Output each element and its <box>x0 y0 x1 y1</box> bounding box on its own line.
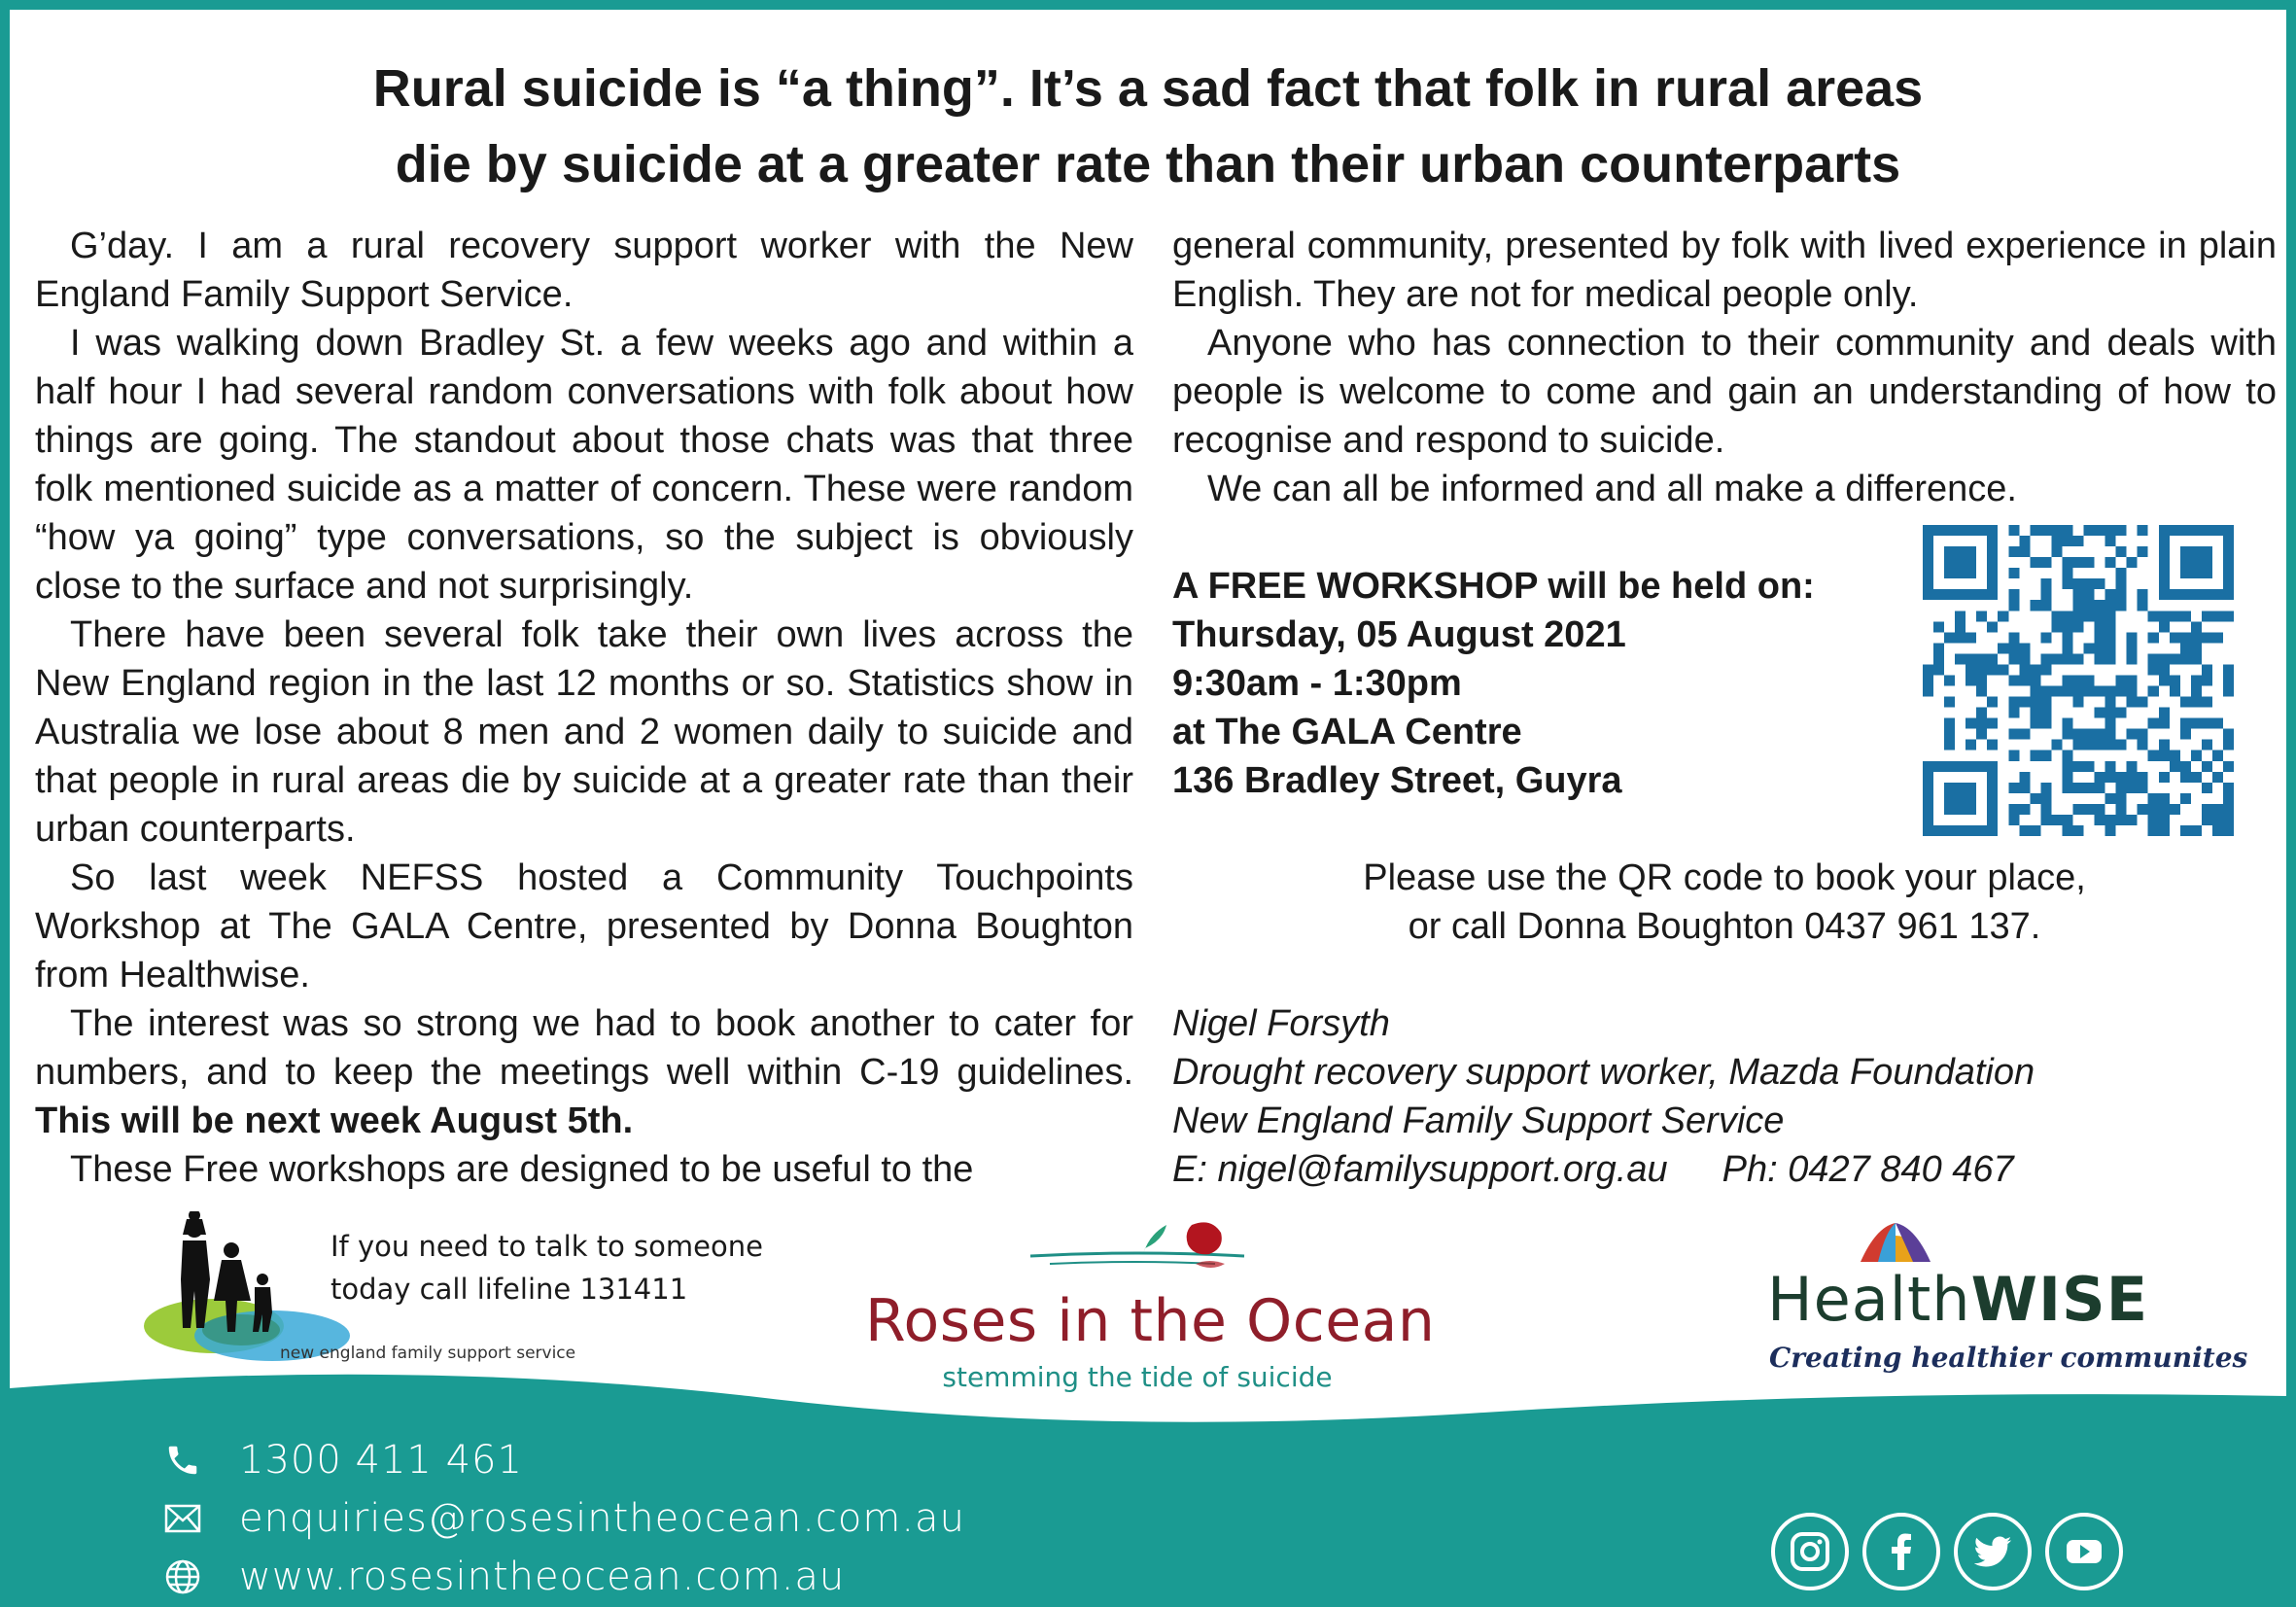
social-icons <box>1771 1513 2123 1596</box>
booking-line-1: Please use the QR code to book your place, <box>1363 857 2086 898</box>
author-name: Nigel Forsyth <box>1172 1003 1390 1044</box>
rito-title: Roses in the Ocean <box>865 1287 1436 1355</box>
booking-line-2: or call Donna Boughton 0437 961 137. <box>1408 906 2041 947</box>
author-role: Drought recovery support worker, Mazda Foundation <box>1172 1052 2035 1093</box>
lifeline-line-2: today call lifeline 131411 <box>330 1273 688 1306</box>
author-org: New England Family Support Service <box>1172 1100 1785 1141</box>
facebook-icon[interactable] <box>1862 1513 1940 1590</box>
left-column <box>35 222 1133 1194</box>
healthwise-tagline: Creating healthier communites <box>1769 1342 2248 1374</box>
twitter-icon[interactable] <box>1954 1513 2032 1590</box>
rose-icon <box>1021 1215 1254 1283</box>
paragraph <box>35 999 1133 1145</box>
footer-website[interactable] <box>154 1552 845 1602</box>
paragraph: There have been several folk take their own lives across the New England region in the last 12 months or so. Statistics show in Australia we lose about 8 men and 2 women daily to suicide and that people in rural areas die by suicide at a greater rate than their urban counterparts. <box>35 614 1133 850</box>
lifeline-note <box>330 1225 763 1310</box>
headline-line-2: die by suicide at a greater rate than their urban counterparts <box>395 135 1901 193</box>
footer-email[interactable] <box>154 1493 965 1544</box>
healthwise-title-b: WISE <box>1970 1264 2149 1335</box>
headline-line-1: Rural suicide is “a thing”. It’s a sad fact that folk in rural areas <box>372 59 1924 118</box>
phone-icon <box>154 1435 212 1485</box>
mail-icon <box>154 1493 212 1544</box>
paragraph: We can all be informed and all make a difference. <box>1207 469 2017 509</box>
workshop-date: Thursday, 05 August 2021 <box>1172 614 1626 655</box>
paragraph: These Free workshops are designed to be useful to the <box>70 1149 974 1190</box>
footer-email-text: enquiries@rosesintheocean.com.au <box>239 1496 965 1541</box>
rito-tagline: stemming the tide of suicide <box>942 1361 1333 1393</box>
paragraph: So last week NEFSS hosted a Community Touchpoints Workshop at The GALA Centre, presented by Donna Boughton from Healthwise. <box>35 857 1133 996</box>
author-email[interactable]: E: nigel@familysupport.org.au <box>1172 1149 1668 1190</box>
footer-website-text: www.rosesintheocean.com.au <box>239 1555 846 1599</box>
paragraph: general community, presented by folk with lived experience in plain English. They are not for medical people only. <box>1172 226 2277 315</box>
footer-phone[interactable] <box>154 1435 523 1485</box>
paragraph: I was walking down Bradley St. a few weeks ago and within a half hour I had several random conversations with folk about how things are going. The standout about those chats was that three folk mentioned suicide as a matter of concern. These were random “how ya going” type conversations, so the subject is obviously close to the surface and not surprisingly. <box>35 323 1133 607</box>
booking-note <box>1172 854 2277 951</box>
workshop-details <box>1172 562 1815 805</box>
umbrella-icon <box>1857 1219 1934 1268</box>
paragraph-text: The interest was so strong we had to book another to cater for numbers, and to keep the meetings well within C-19 guidelines. <box>35 1003 1133 1093</box>
instagram-icon[interactable] <box>1771 1513 1849 1590</box>
workshop-time: 9:30am - 1:30pm <box>1172 663 1462 704</box>
nefss-logo-text: new england family support service <box>280 1344 576 1363</box>
qr-code[interactable] <box>1923 525 2234 836</box>
healthwise-title-a: Health <box>1767 1264 1971 1335</box>
bold-text: This will be next week August 5th. <box>35 1100 634 1141</box>
globe-icon <box>154 1552 212 1602</box>
youtube-icon[interactable] <box>2045 1513 2123 1590</box>
right-column <box>1172 222 2277 513</box>
healthwise-title <box>1767 1264 2148 1335</box>
workshop-venue: at The GALA Centre <box>1172 712 1522 752</box>
signoff <box>1172 999 2035 1194</box>
paragraph: G’day. I am a rural recovery support worker with the New England Family Support Service. <box>35 226 1133 315</box>
author-contact <box>1172 1145 2035 1194</box>
headline <box>10 51 2286 202</box>
author-phone[interactable]: Ph: 0427 840 467 <box>1722 1149 2014 1190</box>
workshop-heading: A FREE WORKSHOP will be held on: <box>1172 566 1815 607</box>
footer-phone-text: 1300 411 461 <box>239 1438 523 1483</box>
workshop-address: 136 Bradley Street, Guyra <box>1172 760 1622 801</box>
lifeline-line-1: If you need to talk to someone <box>330 1230 763 1263</box>
paragraph: Anyone who has connection to their community and deals with people is welcome to come and gain an understanding of how to recognise and respond to suicide. <box>1172 323 2277 461</box>
